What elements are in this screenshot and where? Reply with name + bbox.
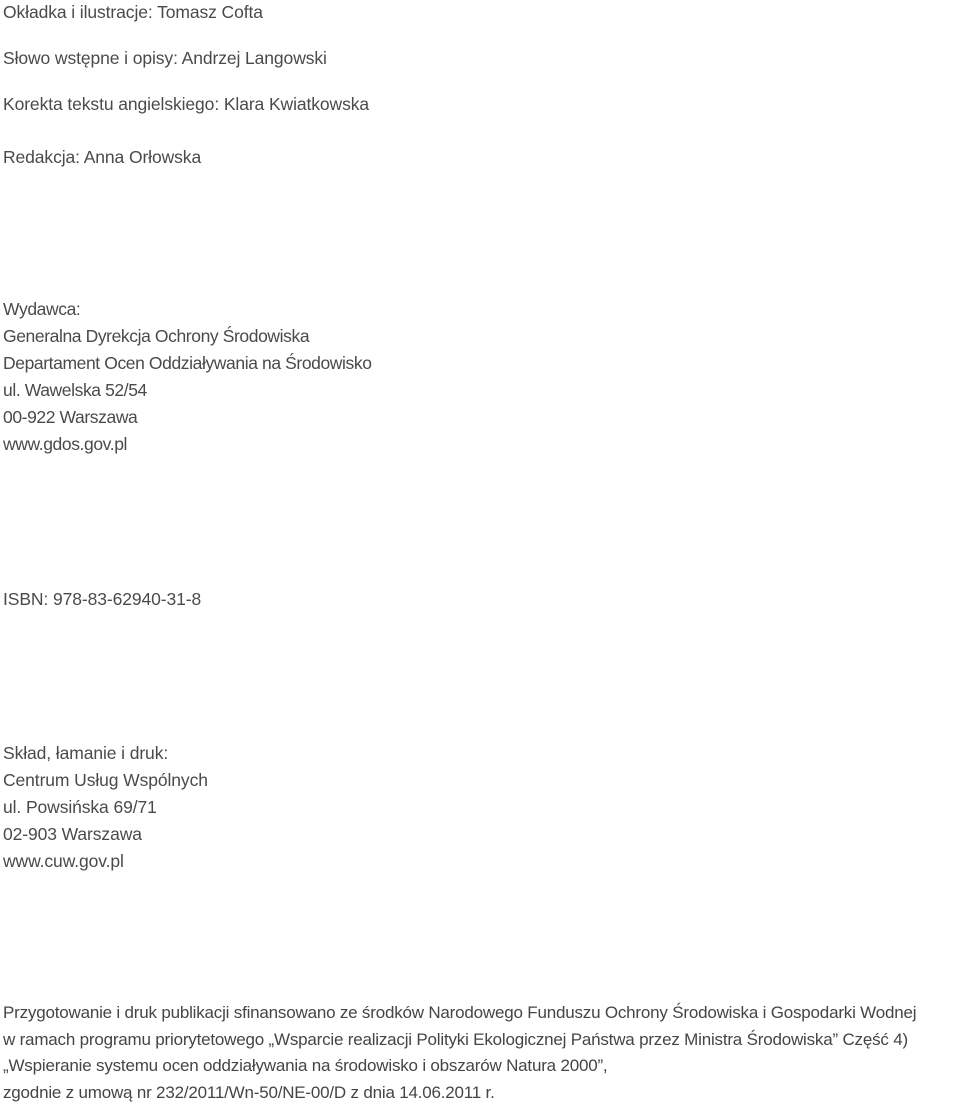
publisher-label: Wydawca: xyxy=(3,297,80,321)
publisher-department: Departament Ocen Oddziaływania na Środowisko xyxy=(3,351,372,375)
isbn-number: ISBN: 978-83-62940-31-8 xyxy=(3,587,201,611)
foreword-credit: Słowo wstępne i opisy: Andrzej Langowski xyxy=(3,46,327,70)
publisher-name: Generalna Dyrekcja Ochrony Środowiska xyxy=(3,324,309,348)
funding-line-1: Przygotowanie i druk publikacji sfinansowano ze środków Narodowego Funduszu Ochrony Środowiska i Gospodarki Wodnej xyxy=(3,1000,958,1027)
printer-name: Centrum Usług Wspólnych xyxy=(3,768,208,792)
printer-city: 02-903 Warszawa xyxy=(3,822,142,846)
cover-illustrations-credit: Okładka i ilustracje: Tomasz Cofta xyxy=(3,0,263,24)
funding-note xyxy=(3,1000,958,1106)
editor-credit: Redakcja: Anna Orłowska xyxy=(3,145,201,169)
printer-website: www.cuw.gov.pl xyxy=(3,849,124,873)
publisher-website: www.gdos.gov.pl xyxy=(3,432,127,456)
printer-label: Skład, łamanie i druk: xyxy=(3,741,168,765)
publisher-street: ul. Wawelska 52/54 xyxy=(3,378,147,402)
printer-street: ul. Powsińska 69/71 xyxy=(3,795,157,819)
funding-line-4: zgodnie z umową nr 232/2011/Wn-50/NE-00/D z dnia 14.06.2011 r. xyxy=(3,1080,958,1106)
publisher-city: 00-922 Warszawa xyxy=(3,405,137,429)
funding-line-3: „Wspieranie systemu ocen oddziaływania na środowisko i obszarów Natura 2000”, xyxy=(3,1053,958,1080)
english-proofreading-credit: Korekta tekstu angielskiego: Klara Kwiatkowska xyxy=(3,92,369,116)
funding-line-2: w ramach programu priorytetowego „Wsparcie realizacji Polityki Ekologicznej Państwa przez Ministra Środowiska” Część 4) xyxy=(3,1027,958,1054)
